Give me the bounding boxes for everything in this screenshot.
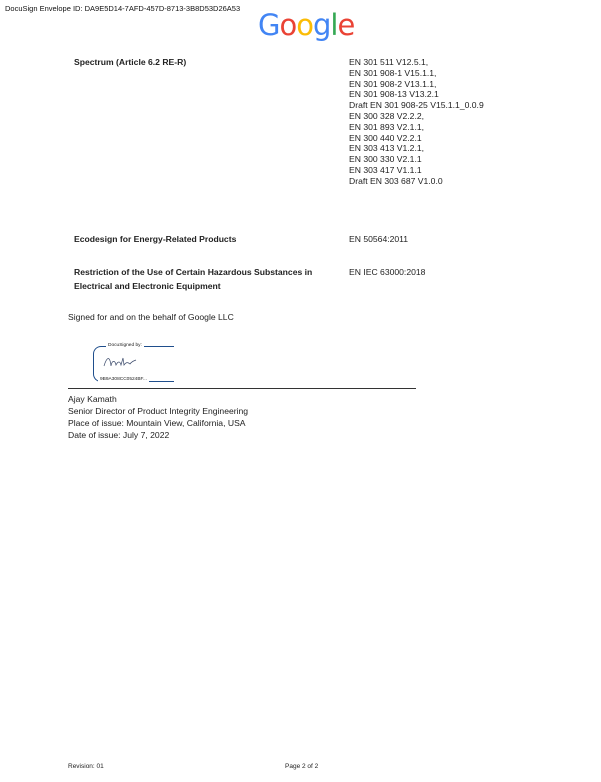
logo-letter: l [330,8,338,42]
standard-label-rohs: Restriction of the Use of Certain Hazardous Substances in Electrical and Electronic Equipment [74,267,313,291]
google-logo [258,8,354,42]
standard-value: EN 301 893 V2.1.1, [349,121,425,132]
signer-name: Ajay Kamath [68,394,117,404]
signature-id: 9B9A308CC0524BF... [100,377,147,382]
date-of-issue: Date of issue: July 7, 2022 [68,430,170,440]
docusign-signature-box [93,343,174,382]
standard-value: EN IEC 63000:2018 [349,267,426,277]
standard-label-ecodesign: Ecodesign for Energy-Related Products [74,234,237,244]
place-of-issue: Place of issue: Mountain View, California, USA [68,418,246,428]
standard-value: EN 301 908-1 V15.1.1, [349,67,437,78]
standard-value: EN 301 908-2 V13.1.1, [349,78,437,89]
signed-for-text: Signed for and on the behalf of Google LLC [68,312,234,322]
standard-value: EN 300 328 V2.2.2, [349,110,425,121]
revision-number: Revision: 01 [68,763,104,770]
signer-block [68,393,248,441]
logo-letter: G [258,8,280,42]
logo-letter: g [312,8,331,42]
standard-value: Draft EN 301 908-25 V15.1.1_0.0.9 [349,100,484,111]
logo-letter: e [337,8,355,42]
logo-letter: o [279,8,297,42]
docusigned-by-label: DocuSigned by: [108,343,142,348]
logo-letter: o [296,8,313,42]
standard-value: EN 303 417 V1.1.1 [349,164,422,175]
standard-value: EN 50564:2011 [349,234,409,244]
docusign-envelope-id: DocuSign Envelope ID: DA9E5D14-7AFD-457D-8713-3B8D53D26A53 [5,4,241,13]
standard-value: Draft EN 303 687 V1.0.0 [349,175,443,186]
standard-values-rohs [349,267,425,278]
standard-value: EN 301 908-13 V13.2.1 [349,89,439,100]
standard-values-ecodesign [349,234,408,245]
standard-values-spectrum [349,57,484,187]
signer-title: Senior Director of Product Integrity Engineering [68,406,249,416]
signature-line [68,388,416,389]
standard-label-spectrum: Spectrum (Article 6.2 RE-R) [74,57,187,67]
standard-value: EN 303 413 V1.2.1, [349,143,425,154]
standard-value: EN 301 511 V12.5.1, [349,57,429,67]
standard-value: EN 300 440 V2.2.1 [349,132,422,143]
standard-value: EN 300 330 V2.1.1 [349,154,422,165]
page-number: Page 2 of 2 [285,763,319,770]
handwritten-signature [102,352,138,372]
